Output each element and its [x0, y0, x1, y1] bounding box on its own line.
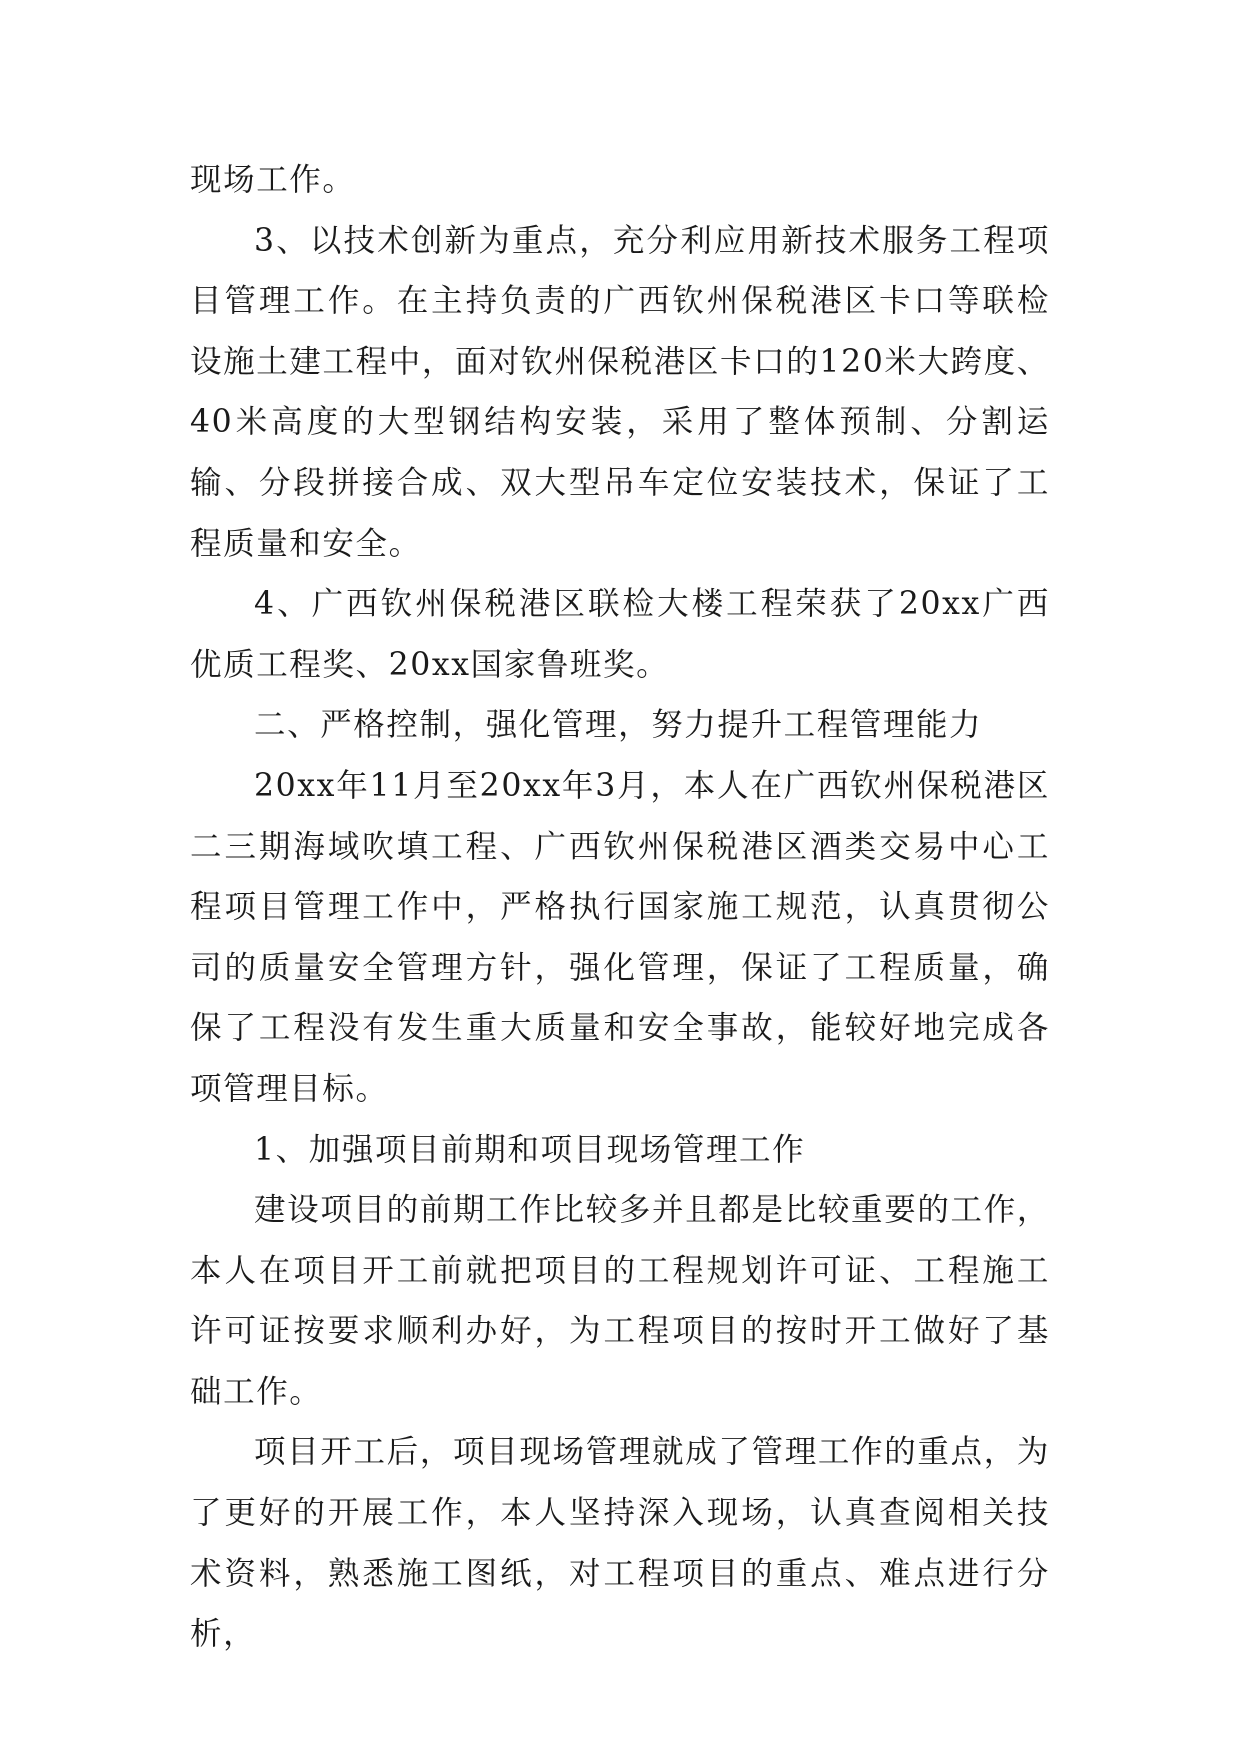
document-page [190, 150, 1050, 1665]
section-heading-2: 二、严格控制，强化管理，努力提升工程管理能力 [254, 707, 983, 744]
subheading-1: 1、加强项目前期和项目现场管理工作 [254, 1131, 806, 1168]
paragraph-item-4: 4、广西钦州保税港区联检大楼工程荣获了20xx广西优质工程奖、20xx国家鲁班奖。 [190, 586, 1050, 683]
paragraph-item-3: 3、以技术创新为重点，充分利应用新技术服务工程项目管理工作。在主持负责的广西钦州保税港区卡口等联检设施土建工程中，面对钦州保税港区卡口的120米大跨度、40米高度的大型钢结构安装，采用了整体预制、分割运输、分段拼接合成、双大型吊车定位安装技术，保证了工程质量和安全。 [190, 222, 1050, 562]
paragraph-preliminary-work: 建设项目的前期工作比较多并且都是比较重要的工作，本人在项目开工前就把项目的工程规划许可证、工程施工许可证按要求顺利办好，为工程项目的按时开工做好了基础工作。 [190, 1192, 1050, 1410]
paragraph-continuation: 现场工作。 [190, 162, 356, 198]
paragraph-section-2-body: 20xx年11月至20xx年3月，本人在广西钦州保税港区二三期海域吹填工程、广西钦州保税港区酒类交易中心工程项目管理工作中，严格执行国家施工规范，认真贯彻公司的质量安全管理方针，强化管理，保证了工程质量，确保了工程没有发生重大质量和安全事故，能较好地完成各项管理目标。 [190, 767, 1050, 1107]
paragraph-site-management: 项目开工后，项目现场管理就成了管理工作的重点，为了更好的开展工作，本人坚持深入现场，认真查阅相关技术资料，熟悉施工图纸，对工程项目的重点、难点进行分析， [190, 1434, 1050, 1653]
